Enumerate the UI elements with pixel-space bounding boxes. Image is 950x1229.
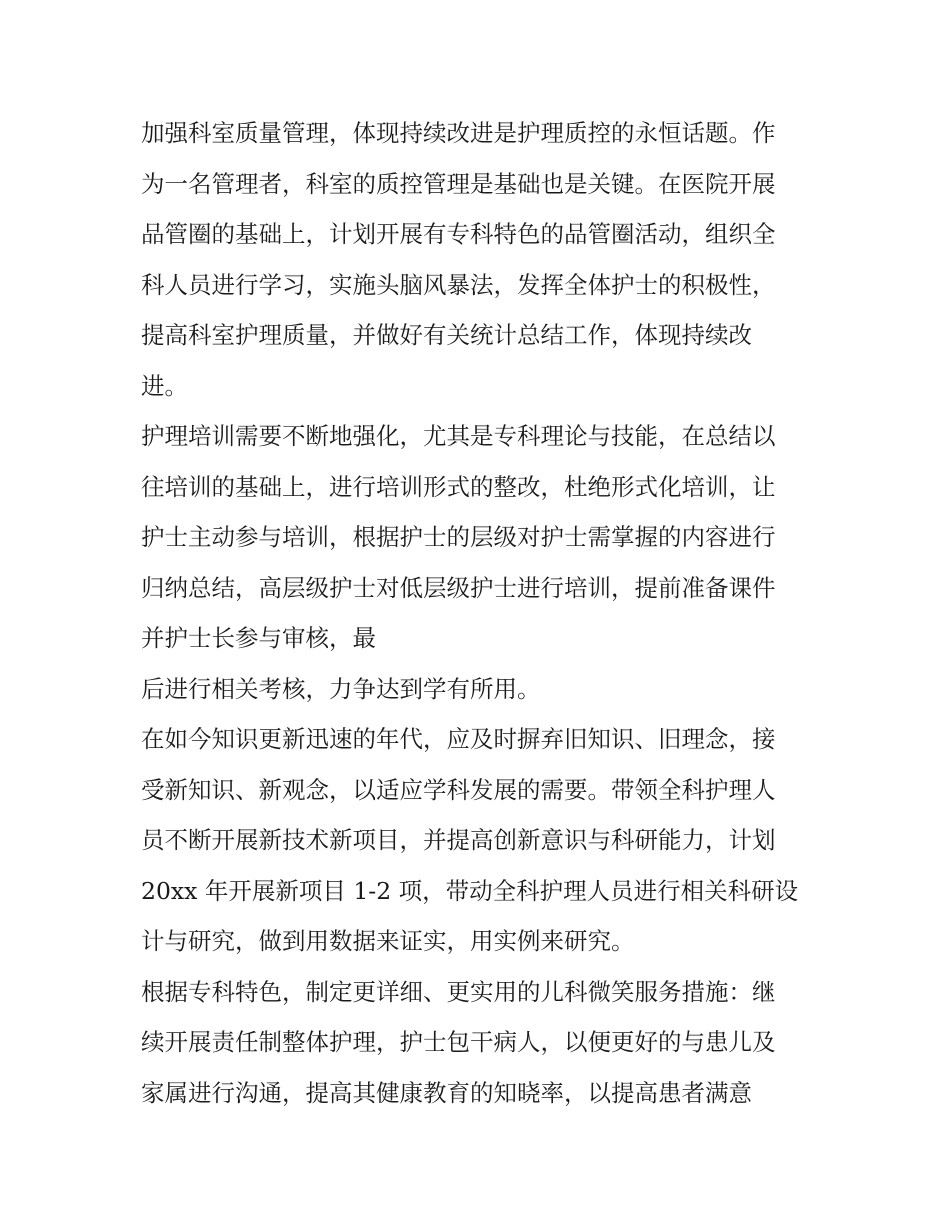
text-line: 受新知识、新观念，以适应学科发展的需要。带领全科护理人 [141,775,776,804]
document-body [141,108,821,1118]
text-line: 品管圈的基础上，计划开展有专科特色的品管圈活动，组织全 [141,220,776,248]
text-line: 科人员进行学习，实施头脑风暴法，发挥全体护士的积极性， [141,270,776,299]
text-line: 员不断开展新技术新项目，并提高创新意识与科研能力，计划 [141,826,776,854]
text-line: 在如今知识更新迅速的年代，应及时摒弃旧知识、旧理念，接 [141,725,776,753]
text-line: 护士主动参与培训，根据护士的层级对护士需掌握的内容进行 [141,523,776,551]
text-line: 20xx 年开展新项目 1-2 项，带动全科护理人员进行相关科研设 [141,876,799,905]
text-line: 家属进行沟通，提高其健康教育的知晓率，以提高患者满意 [141,1078,752,1107]
text-line: 后进行相关考核，力争达到学有所用。 [141,674,541,703]
text-line: 续开展责任制整体护理，护士包干病人，以便更好的与患儿及 [141,1028,776,1056]
text-line: 护理培训需要不断地强化，尤其是专科理论与技能，在总结以 [141,422,776,450]
text-line: 进。 [141,371,188,400]
text-line: 并护士长参与审核，最 [141,624,376,652]
text-line: 往培训的基础上，进行培训形式的整改，杜绝形式化培训，让 [141,472,776,501]
text-line: 根据专科特色，制定更详细、更实用的儿科微笑服务措施：继 [141,977,776,1006]
text-line: 加强科室质量管理，体现持续改进是护理质控的永恒话题。作 [141,119,776,147]
text-line: 归纳总结，高层级护士对低层级护士进行培训，提前准备课件 [141,573,776,602]
text-line: 计与研究，做到用数据来证实，用实例来研究。 [141,927,635,955]
text-line: 提高科室护理质量，并做好有关统计总结工作，体现持续改 [141,321,752,349]
text-line: 为一名管理者，科室的质控管理是基础也是关键。在医院开展 [141,169,776,198]
